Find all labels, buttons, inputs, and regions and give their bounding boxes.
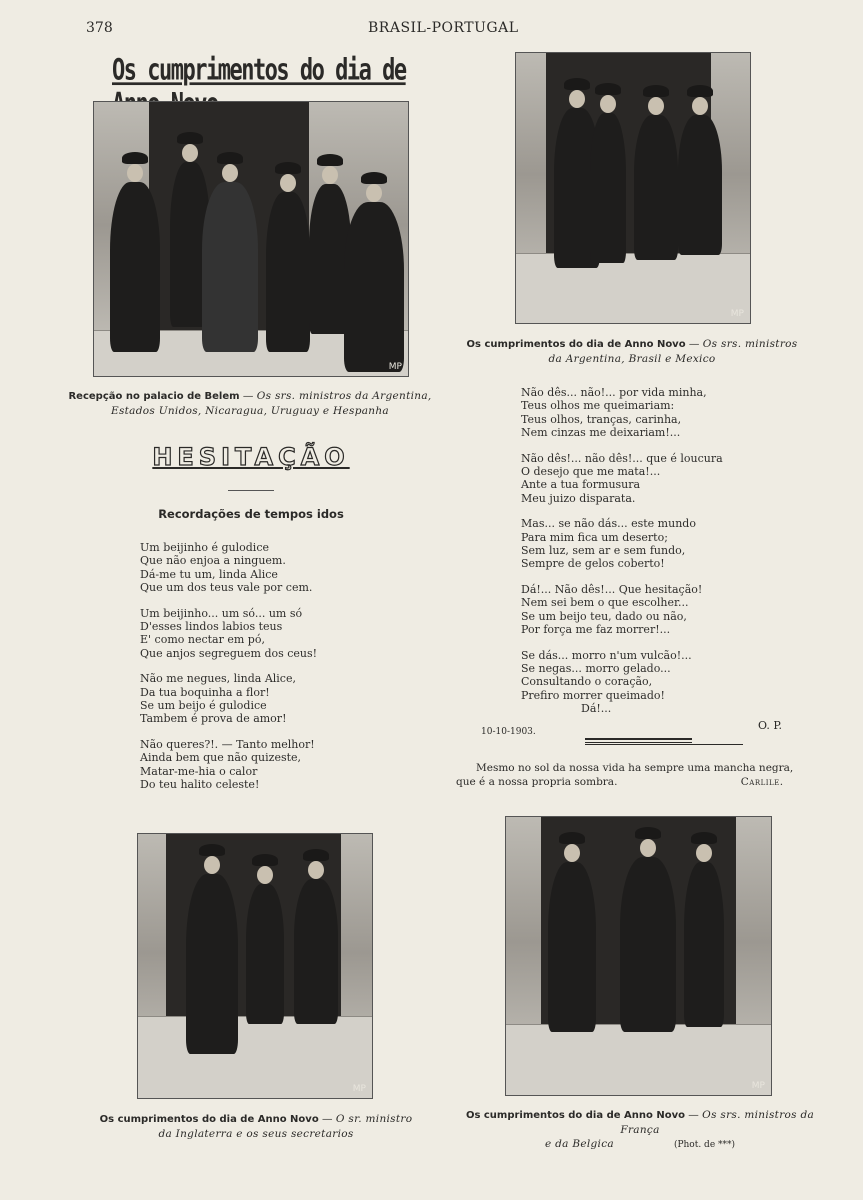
- double-rule: [585, 738, 692, 743]
- photo-belem-reception: [93, 101, 409, 377]
- photo-credit: (Phot. de ***): [673, 1140, 736, 1150]
- quote-author: Carlile.: [740, 776, 784, 788]
- poem-signature: O. P.: [758, 719, 783, 732]
- photo-argentina-brasil-mexico: [515, 52, 751, 324]
- photo-mark: MP: [730, 309, 744, 319]
- stanza: Um beijinho é gulodice Que não enjoa a ninguem. Dá-me tu um, linda Alice Que um dos teus vale por cem.: [140, 541, 313, 595]
- quote: [456, 761, 793, 789]
- photo-mark: MP: [388, 362, 402, 372]
- stanza: Não dês... não!... por vida minha, Teus olhos me queimariam: Teus olhos, tranças, carinha, Nem cinzas me deixariam!...: [521, 386, 707, 440]
- stanza: Não dês!... não dês!... que é loucura O desejo que me mata!... Ante a tua formusura Meu juizo disparata.: [521, 451, 723, 505]
- caption-belem-reception: Recepção no palacio de Belem — Os srs. ministros da Argentina, Estados Unidos, Nicaragua, Uruguay e Hespanha: [68, 390, 432, 417]
- photo-mark: MP: [751, 1081, 765, 1091]
- photo-mark: MP: [352, 1084, 366, 1094]
- photo-inglaterra: [137, 833, 373, 1099]
- page-title: Os cumprimentos do dia de: [112, 54, 406, 88]
- poem-title: HESITAÇÃO: [152, 443, 350, 471]
- stanza: Se dás... morro n'um vulcão!... Se negas... morro gelado... Consultando o coração, Prefiro morrer queimado! Dá!...: [521, 649, 723, 716]
- poem-left-column: [140, 541, 317, 804]
- stanza: Não me negues, linda Alice, Da tua boquinha a flor! Se um beijo é gulodice Tambem é prova de amor!: [140, 672, 296, 726]
- poem-right-column: [521, 386, 723, 716]
- double-rule-lower: [585, 744, 743, 745]
- stanza: Mas... se não dás... este mundo Para mim fica um deserto; Sem luz, sem ar e sem fundo, Sempre de gelos coberto!: [521, 517, 696, 571]
- title-rule: [228, 490, 274, 491]
- quote-line-1: Mesmo no sol da nossa vida ha sempre uma mancha negra,: [476, 762, 794, 774]
- poem-subtitle: Recordações de tempos idos: [158, 507, 344, 521]
- stanza: Um beijinho... um só... um só D'esses lindos labios teus E' como nectar em pó, Que anjos segreguem dos ceus!: [140, 606, 318, 660]
- caption-argentina-brasil-mexico: Os cumprimentos do dia de Anno Novo — Os srs. ministros da Argentina, Brasil e Mexico: [466, 338, 798, 365]
- photo-franca-belgica: [505, 816, 772, 1096]
- quote-line-2: que é a nossa propria sombra.: [456, 776, 618, 788]
- poem-final-line: Dá!...: [581, 702, 612, 716]
- poem-date: 10-10-1903.: [481, 727, 536, 737]
- stanza: Dá!... Não dês!... Que hesitação! Nem sei bem o que escolher... Se um beijo teu, dado ou não, Por força me faz morrer!...: [521, 582, 703, 637]
- page-number: 378: [86, 20, 113, 36]
- caption-franca-belgica: Os cumprimentos do dia de Anno Novo — Os srs. ministros da França e da Belgica (Phot. de ***): [465, 1109, 815, 1150]
- running-head: BRASIL-PORTUGAL: [368, 20, 519, 36]
- stanza: Não queres?!. — Tanto melhor! Ainda bem que não quizeste, Matar-me-hia o calor Do teu halito celeste!: [140, 737, 315, 792]
- caption-inglaterra: Os cumprimentos do dia de Anno Novo — O sr. ministro da Inglaterra e os seus secretarios: [99, 1113, 413, 1140]
